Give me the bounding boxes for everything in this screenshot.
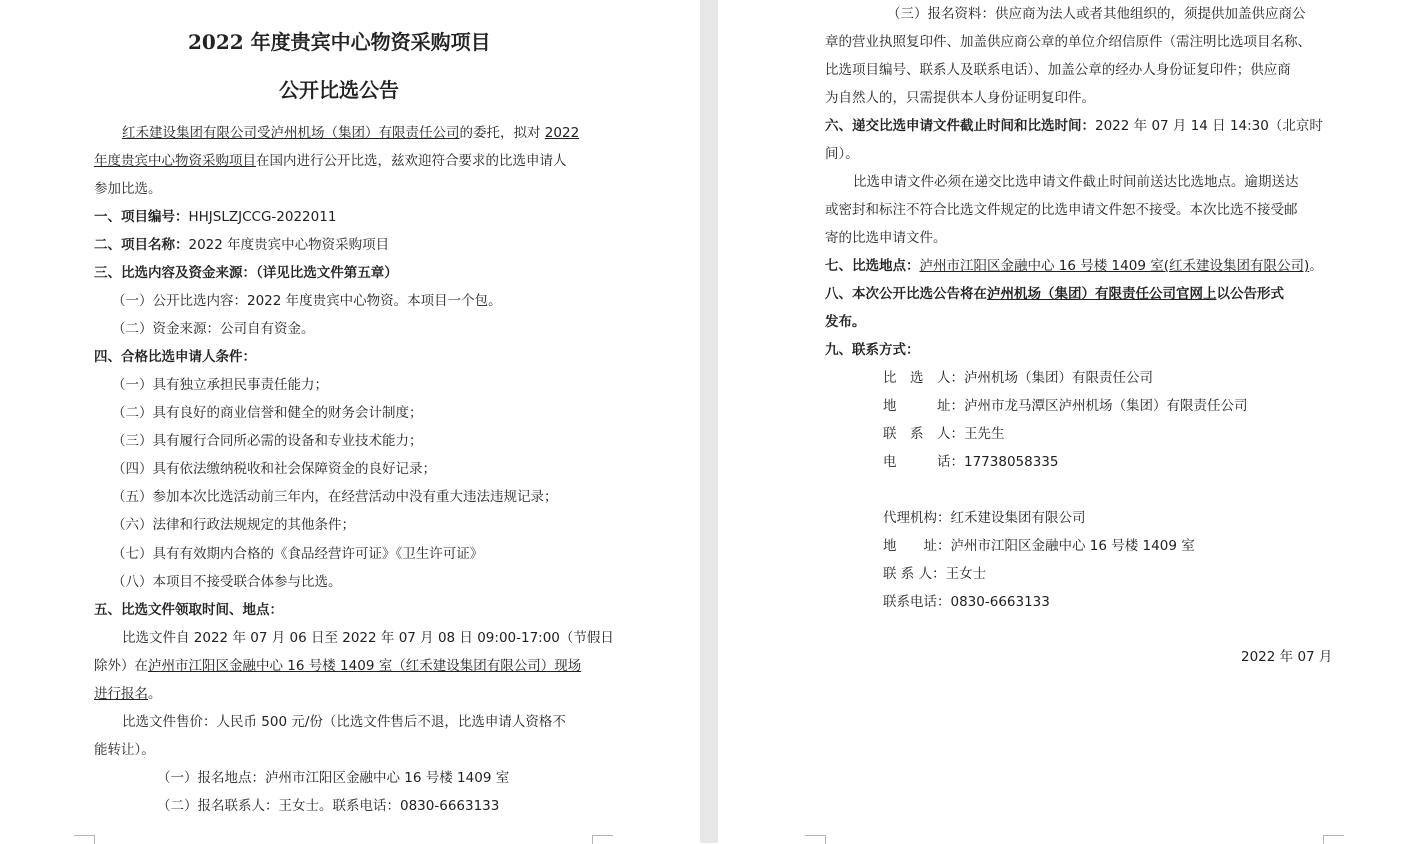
section-label: 一、项目编号： [94, 209, 189, 225]
contact-row [883, 369, 1153, 387]
section-5-para-2-line-1: 比选文件售价：人民币 500 元/份（比选文件售后不退，比选申请人资格不 [122, 714, 566, 730]
contact-label: 联系电话： [883, 594, 951, 610]
contact-label: 联 系 人： [883, 566, 946, 582]
section-1 [94, 208, 336, 226]
contact-value: 0830-6663133 [950, 594, 1050, 610]
contact-row [883, 425, 1005, 443]
section-5-para-1-line-2 [94, 657, 581, 675]
publish-site: 泸州机场（集团）有限责任公司官网上 [987, 286, 1217, 302]
para-text: 。 [148, 686, 162, 702]
section-6-para-line-2: 或密封和标注不符合比选文件规定的比选申请文件恕不接受。本次比选不接受邮 [825, 202, 1298, 218]
section-5-item-3-line-3: 比选项目编号、联系人及联系电话）、加盖公章的经办人身份证复印件；供应商 [825, 62, 1291, 78]
section-3-item-2: （二）资金来源：公司自有资金。 [112, 321, 315, 337]
registration-contact: （二）报名联系人：王女士。联系电话：0830-6663133 [157, 798, 500, 814]
section-8 [825, 285, 1284, 303]
agency-row [883, 565, 986, 583]
project-name: 2022 年度贵宾中心物资采购项目 [188, 237, 390, 253]
section-4-item: （六）法律和行政法规规定的其他条件； [112, 517, 355, 533]
section-5-item-3-line-4: 为自然人的，只需提供本人身份证明复印件。 [825, 90, 1095, 106]
intro-line-2 [94, 152, 567, 170]
contact-value: 泸州市江阳区金融中心 16 号楼 1409 室 [950, 538, 1195, 554]
para-text: 除外）在 [94, 658, 148, 674]
intro-year: 2022 [544, 125, 580, 141]
document-page-left [0, 0, 700, 843]
section-5: 五、比选文件领取时间、地点： [94, 602, 283, 618]
section-label: 七、比选地点： [825, 258, 920, 274]
intro-line-3: 参加比选。 [94, 181, 162, 197]
section-label: 二、项目名称： [94, 237, 189, 253]
intro-text: 在国内进行公开比选，兹欢迎符合要求的比选申请人 [256, 153, 567, 169]
doc-title: 2022 年度贵宾中心物资采购项目 [188, 30, 491, 54]
section-4-item: （一）具有独立承担民事责任能力； [112, 377, 328, 393]
contact-value: 泸州市龙马潭区泸州机场（集团）有限责任公司 [964, 398, 1248, 414]
section-4-item: （七）具有有效期内合格的《食品经营许可证》《卫生许可证》 [112, 546, 484, 562]
contact-value: 红禾建设集团有限公司 [950, 510, 1086, 526]
doc-subtitle: 公开比选公告 [279, 78, 399, 102]
contact-label: 地 址： [883, 398, 964, 414]
section-5-item-3-line-2: 章的营业执照复印件、加盖供应商公章的单位介绍信原件（需注明比选项目名称、 [825, 34, 1311, 50]
section-3-item-1: （一）公开比选内容：2022 年度贵宾中心物资。本项目一个包。 [112, 293, 502, 309]
section-4-item: （八）本项目不接受联合体参与比选。 [112, 574, 342, 590]
project-name-link: 年度贵宾中心物资采购项目 [94, 153, 256, 169]
section-4-item: （二）具有良好的商业信誉和健全的财务会计制度； [112, 405, 423, 421]
deadline: 2022 年 07 月 14 日 14:30（北京时 [1095, 118, 1323, 134]
document-date: 2022 年 07 月 [1241, 649, 1333, 665]
section-label: 六、递交比选申请文件截止时间和比选时间： [825, 118, 1095, 134]
intro-text: 的委托，拟对 [459, 125, 545, 141]
para-text: 。 [1309, 258, 1323, 274]
registration-address: 泸州市江阳区金融中心 16 号楼 1409 室（红禾建设集团有限公司）现场 [148, 658, 582, 674]
contact-value: 王女士 [945, 566, 987, 582]
contact-value: 17738058335 [964, 454, 1059, 470]
registration-location: （一）报名地点：泸州市江阳区金融中心 16 号楼 1409 室 [157, 770, 510, 786]
section-4-item: （四）具有依法缴纳税收和社会保障资金的良好记录； [112, 461, 436, 477]
document-page-right [718, 0, 1405, 843]
contact-row [883, 397, 1248, 415]
agent-name: 红禾建设集团有限公司受泸州机场（集团）有限责任公司 [122, 125, 460, 141]
contact-row [883, 453, 1058, 471]
section-6-para-line-1: 比选申请文件必须在递交比选申请文件截止时间前送达比选地点。逾期送达 [853, 174, 1299, 190]
contact-value: 泸州机场（集团）有限责任公司 [964, 370, 1153, 386]
intro-line-1 [122, 124, 579, 142]
section-4-item: （三）具有履行合同所必需的设备和专业技术能力； [112, 433, 423, 449]
agency-row [883, 509, 1086, 527]
contact-label: 比 选 人： [883, 370, 964, 386]
section-6-para-line-3: 寄的比选申请文件。 [825, 230, 947, 246]
project-code: HHJSLZJCCG-2022011 [188, 209, 337, 225]
section-9: 九、联系方式： [825, 342, 920, 358]
section-4-item: （五）参加本次比选活动前三年内，在经营活动中没有重大违法违规记录； [112, 489, 558, 505]
section-7 [825, 257, 1323, 275]
contact-label: 代理机构： [883, 510, 951, 526]
registration-note: 进行报名 [94, 686, 148, 702]
section-5-item-3-line-1: （三）报名资料：供应商为法人或者其他组织的，须提供加盖供应商公 [887, 6, 1306, 22]
section-label: 八、本次公开比选公告将在 [825, 286, 987, 302]
section-2 [94, 236, 389, 254]
contact-label: 联 系 人： [883, 426, 964, 442]
contact-value: 王先生 [964, 426, 1005, 442]
agency-row [883, 537, 1195, 555]
section-label: 以公告形式 [1216, 286, 1284, 302]
section-5-para-1-line-3 [94, 685, 162, 703]
section-3: 三、比选内容及资金来源：（详见比选文件第五章） [94, 265, 398, 281]
agency-row [883, 593, 1050, 611]
section-4: 四、合格比选申请人条件： [94, 349, 256, 365]
section-6 [825, 117, 1323, 135]
contact-label: 地 址： [883, 538, 951, 554]
section-6-line-2: 间）。 [825, 146, 859, 162]
section-5-para-1-line-1: 比选文件自 2022 年 07 月 06 日至 2022 年 07 月 08 日 09:00-17:00（节假日 [122, 630, 614, 646]
section-8-line-2: 发布。 [825, 314, 866, 330]
bidding-location: 泸州市江阳区金融中心 16 号楼 1409 室(红禾建设集团有限公司) [919, 258, 1310, 274]
page-gap [700, 0, 718, 843]
section-5-para-2-line-2: 能转让）。 [94, 742, 155, 758]
contact-label: 电 话： [883, 454, 964, 470]
